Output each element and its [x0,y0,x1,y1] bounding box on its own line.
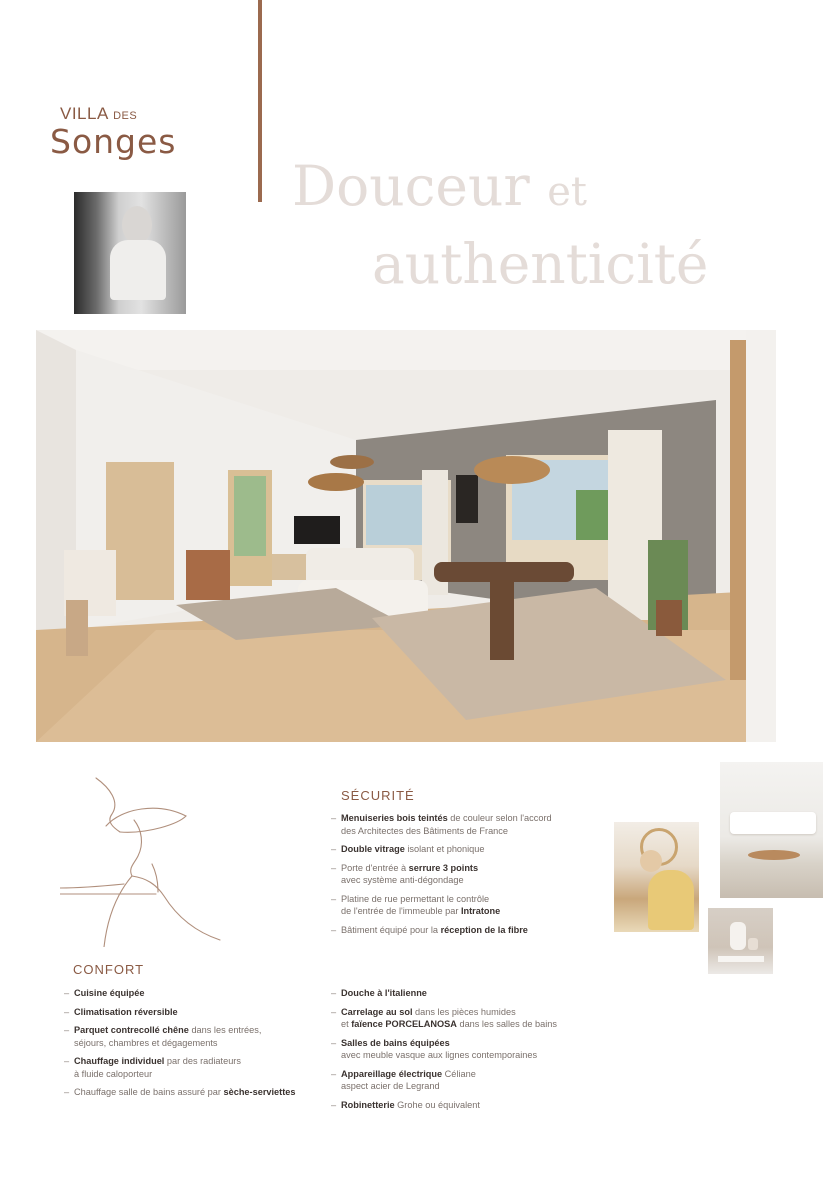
list-item: – Chauffage individuel par des radiateurs à fluide caloporteur [64,1055,314,1080]
list-item: – Chauffage salle de bains assuré par sèche-serviettes [64,1086,314,1099]
woman-hat-sketch [60,772,230,947]
securite-list [331,812,591,942]
sketch-drawing [60,772,230,947]
headline-et: et [547,169,587,215]
book [718,956,764,962]
confort-list [64,987,314,1105]
mother-child-photo [614,822,699,932]
headline-douceur: Douceur [292,154,530,218]
brand-villa: VILLA [60,104,108,123]
list-item: – Cuisine équipée [64,987,314,1000]
sofa-interior-photo [720,762,823,898]
list-item: – Climatisation réversible [64,1006,314,1019]
equipements-list [331,987,601,1117]
list-item: – Robinetterie Grohe ou équivalent [331,1099,601,1112]
child-figure [640,850,662,872]
cup [748,938,758,950]
portrait-face [122,206,152,244]
list-item: – Bâtiment équipé pour la réception de la fibre [331,924,591,937]
securite-title: SÉCURITÉ [341,788,415,803]
sofa [730,812,816,834]
living-room-illustration [36,330,776,742]
list-item: – Salles de bains équipées avec meuble vasque aux lignes contemporaines [331,1037,601,1062]
list-item: – Parquet contrecollé chêne dans les entrées, séjours, chambres et dégagements [64,1024,314,1049]
list-item: – Porte d'entrée à serrure 3 points avec système anti-dégondage [331,862,591,887]
coffee-table [748,850,800,860]
living-room-render [36,330,776,742]
brand-songes: Songes [50,122,177,161]
brand-des: DES [113,110,138,122]
headline-authenticite: authenticité [372,232,709,296]
list-item: – Appareillage électrique Céliane aspect acier de Legrand [331,1068,601,1093]
list-item: – Double vitrage isolant et phonique [331,843,591,856]
portrait-photo [74,192,186,314]
list-item: – Menuiseries bois teintés de couleur selon l'accord des Architectes des Bâtiments de France [331,812,591,837]
list-item: – Platine de rue permettant le contrôle de l'entrée de l'immeuble par Intratone [331,893,591,918]
decor-still-life-photo [708,908,773,974]
list-item: – Douche à l'italienne [331,987,601,1000]
confort-title: CONFORT [73,962,145,977]
list-item: – Carrelage au sol dans les pièces humides et faïence PORCELANOSA dans les salles de bains [331,1006,601,1031]
portrait-robe [110,240,166,300]
woman-figure [648,870,694,930]
vase [730,922,746,950]
brand-villa-des [60,104,137,124]
vertical-divider [258,0,262,202]
page-headline [292,150,792,300]
